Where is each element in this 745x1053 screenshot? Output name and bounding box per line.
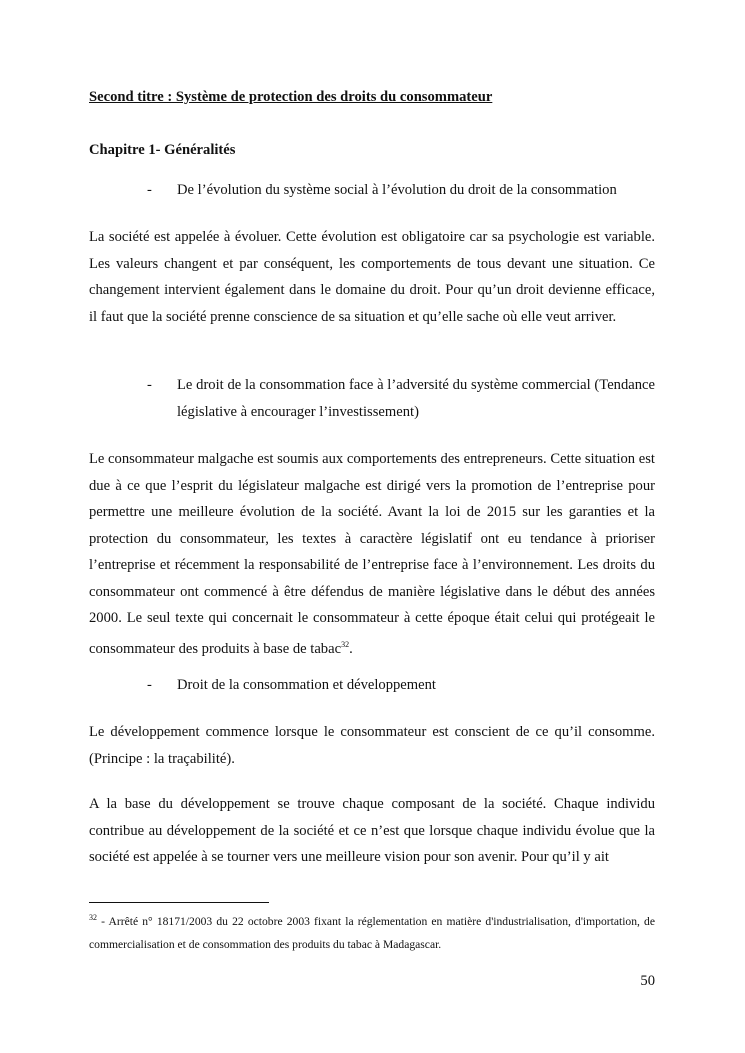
section-title: Second titre : Système de protection des droits du consommateur	[89, 89, 493, 105]
paragraph-2-text: Le consommateur malgache est soumis aux comportements des entrepreneurs. Cette situation est due à ce que l’esprit du législateur malgache est dirigé vers la promotion de l’entreprise pour permettre une meilleure évolution de la société. Avant la loi de 2015 sur les garanties et la protection du consommateur, les textes à caractère législatif ont eu tendance à prioriser l’entreprise et récemment la responsabilité de l’entreprise face à l’environnement. Les droits du consommateur ont commencé à être défendus de manière législative dans le début des années 2000. Le seul texte qui concernait le consommateur à cette époque était celui qui protégeait le consommateur des produits à base de tabac	[89, 451, 655, 657]
footnote-text: - Arrêté n° 18171/2003 du 22 octobre 2003 fixant la réglementation en matière d'industrialisation, d'importation, de commercialisation et de consommation des produits du tabac à Madagascar.	[89, 914, 655, 951]
paragraph-2-end: .	[349, 640, 353, 657]
paragraph-3: Le développement commence lorsque le consommateur est conscient de ce qu’il consomme. (Principe : la traçabilité).	[89, 724, 655, 767]
chapter-title: Chapitre 1- Généralités	[89, 142, 236, 158]
bullet-item-1	[147, 177, 655, 204]
bullet-text: De l’évolution du système social à l’évolution du droit de la consommation	[177, 182, 617, 198]
bullet-item-2	[147, 372, 655, 425]
bullet-dash: -	[147, 377, 152, 393]
bullet-text: Droit de la consommation et développement	[177, 677, 436, 693]
bullet-item-3	[147, 672, 655, 699]
footnote-reference: 32	[341, 639, 350, 649]
paragraph-1: La société est appelée à évoluer. Cette évolution est obligatoire car sa psychologie est variable. Les valeurs changent et par conséquent, les comportements de tous devant une situation. Ce changement intervient également dans le domaine du droit. Pour qu’un droit devienne efficace, il faut que la société prenne conscience de sa situation et qu’elle sache où elle veut arriver.	[89, 229, 655, 325]
bullet-text: Le droit de la consommation face à l’adversité du système commercial (Tendance législative à encourager l’investissement)	[177, 377, 655, 420]
bullet-dash: -	[147, 677, 152, 693]
paragraph-4: A la base du développement se trouve chaque composant de la société. Chaque individu contribue au développement de la société et ce n’est que lorsque chaque individu évolue que la société est appelée à se tourner vers une meilleure vision pour son avenir. Pour qu’il y ait	[89, 796, 655, 865]
footnote-separator	[89, 902, 269, 903]
paragraph-2	[89, 446, 655, 662]
footnote-number: 32	[89, 913, 97, 922]
footnote	[89, 906, 655, 956]
bullet-dash: -	[147, 182, 152, 198]
page-number: 50	[640, 973, 655, 989]
